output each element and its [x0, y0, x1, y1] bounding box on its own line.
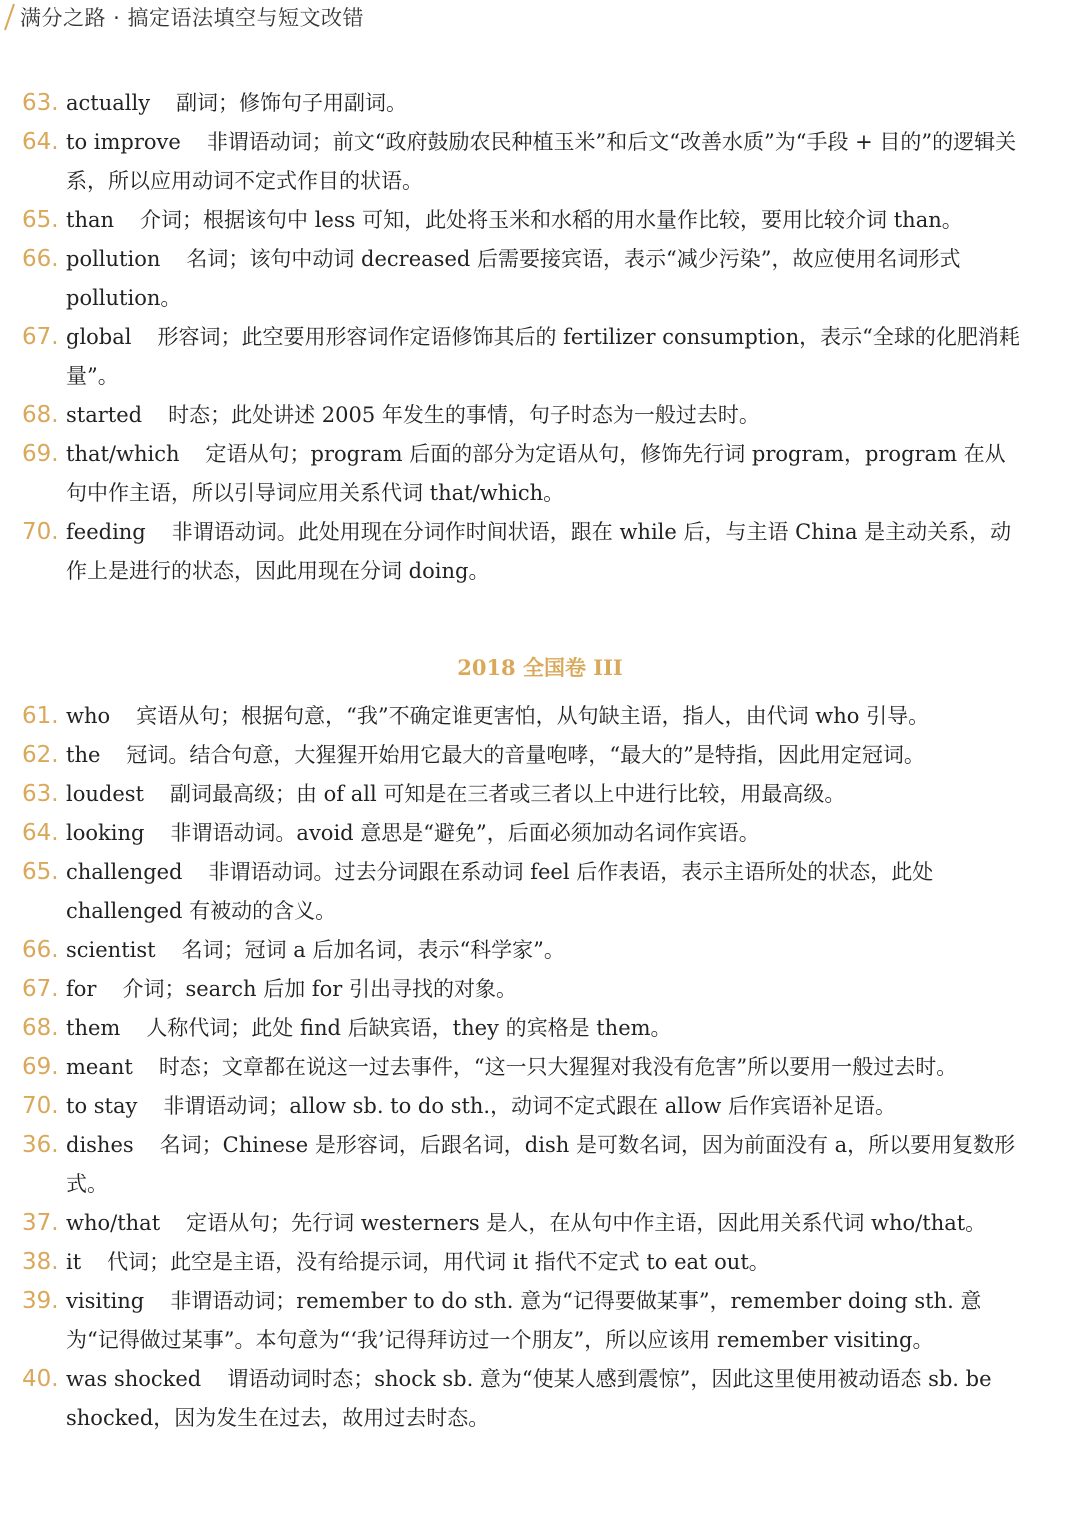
page-header-title: 满分之路 · 搞定语法填空与短文改错: [20, 6, 365, 30]
item-answer: dishes: [66, 1133, 134, 1157]
item-explanation: 谓语动词时态；shock sb. 意为“使某人感到震惊”，因此这里使用被动语态 sb. be shocked，因为发生在过去，故用过去时态。: [66, 1367, 992, 1430]
list-item: [22, 123, 1022, 201]
item-explanation: 非谓语动词；remember to do sth. 意为“记得要做某事”，remember doing sth. 意为“记得做过某事”。本句意为“‘我’记得拜访过一个朋友”，所以应该用 remember visiting。: [66, 1289, 982, 1352]
item-number: 67.: [22, 324, 59, 350]
item-answer: who/that: [66, 1211, 161, 1235]
page-header: [0, 0, 1080, 34]
item-explanation: 宾语从句；根据句意，“我”不确定谁更害怕，从句缺主语，指人，由代词 who 引导。: [136, 704, 930, 728]
item-answer: was shocked: [66, 1367, 202, 1391]
list-item: [22, 435, 1022, 513]
item-number: 62.: [22, 742, 59, 768]
item-answer: to improve: [66, 130, 181, 154]
item-answer: scientist: [66, 938, 156, 962]
list-item: [22, 1126, 1022, 1204]
item-explanation: 人称代词；此处 find 后缺宾语，they 的宾格是 them。: [146, 1016, 672, 1040]
item-answer: it: [66, 1250, 82, 1274]
item-number: 70.: [22, 1093, 59, 1119]
item-explanation: 介词；search 后加 for 引出寻找的对象。: [122, 977, 517, 1001]
list-item: [22, 513, 1022, 591]
item-number: 37.: [22, 1210, 59, 1236]
section-title: 2018 全国卷 III: [457, 655, 623, 680]
item-number: 70.: [22, 519, 59, 545]
item-answer: started: [66, 403, 143, 427]
item-answer: visiting: [66, 1289, 145, 1313]
item-answer: global: [66, 325, 132, 349]
list-item: [22, 775, 1022, 814]
list-item: [22, 201, 1022, 240]
list-item: [22, 1282, 1022, 1360]
item-answer: them: [66, 1016, 121, 1040]
item-explanation: 时态；文章都在说这一过去事件，“这一只大猩猩对我没有危害”所以要用一般过去时。: [158, 1055, 958, 1079]
item-explanation: 非谓语动词；前文“政府鼓励农民种植玉米”和后文“改善水质”为“手段 + 目的”的逻辑关系，所以应用动词不定式作目的状语。: [66, 130, 1017, 193]
item-explanation: 形容词；此空要用形容词作定语修饰其后的 fertilizer consumption，表示“全球的化肥消耗量”。: [66, 325, 1020, 388]
item-answer: that/which: [66, 442, 180, 466]
item-explanation: 非谓语动词。过去分词跟在系动词 feel 后作表语，表示主语所处的状态，此处 challenged 有被动的含义。: [66, 860, 934, 923]
item-number: 38.: [22, 1249, 59, 1275]
item-answer: looking: [66, 821, 145, 845]
item-explanation: 副词；修饰句子用副词。: [176, 91, 408, 115]
item-number: 64.: [22, 820, 59, 846]
list-item: [22, 1009, 1022, 1048]
item-explanation: 定语从句；先行词 westerners 是人，在从句中作主语，因此用关系代词 who/that。: [186, 1211, 987, 1235]
item-explanation: 代词；此空是主语，没有给提示词，用代词 it 指代不定式 to eat out。: [107, 1250, 770, 1274]
list-item: [22, 970, 1022, 1009]
item-answer: for: [66, 977, 97, 1001]
item-explanation: 时态；此处讲述 2005 年发生的事情，句子时态为一般过去时。: [168, 403, 760, 427]
item-number: 69.: [22, 1054, 59, 1080]
item-number: 63.: [22, 781, 59, 807]
answer-list-b: [22, 697, 1022, 1438]
item-number: 68.: [22, 402, 59, 428]
item-answer: loudest: [66, 782, 144, 806]
item-answer: who: [66, 704, 111, 728]
item-number: 66.: [22, 246, 59, 272]
item-explanation: 冠词。结合句意，大猩猩开始用它最大的音量咆哮，“最大的”是特指，因此用定冠词。: [126, 743, 925, 767]
item-explanation: 定语从句；program 后面的部分为定语从句，修饰先行词 program，program 在从句中作主语，所以引导词应用关系代词 that/which。: [66, 442, 1006, 505]
item-answer: meant: [66, 1055, 133, 1079]
list-item: [22, 814, 1022, 853]
item-number: 63.: [22, 90, 59, 116]
item-answer: pollution: [66, 247, 161, 271]
list-item: [22, 1243, 1022, 1282]
item-number: 67.: [22, 976, 59, 1002]
item-answer: to stay: [66, 1094, 138, 1118]
item-number: 69.: [22, 441, 59, 467]
item-answer: challenged: [66, 860, 183, 884]
item-number: 65.: [22, 207, 59, 233]
item-explanation: 介词；根据该句中 less 可知，此处将玉米和水稻的用水量作比较，要用比较介词 than。: [140, 208, 963, 232]
item-number: 64.: [22, 129, 59, 155]
answer-list-a: [22, 84, 1022, 591]
list-item: [22, 931, 1022, 970]
list-item: [22, 697, 1022, 736]
list-item: [22, 1087, 1022, 1126]
list-item: [22, 318, 1022, 396]
list-item: [22, 396, 1022, 435]
list-item: [22, 1360, 1022, 1438]
item-number: 68.: [22, 1015, 59, 1041]
slash-decoration-icon: [2, 2, 16, 32]
item-number: 66.: [22, 937, 59, 963]
list-item: [22, 84, 1022, 123]
list-item: [22, 736, 1022, 775]
list-item: [22, 1048, 1022, 1087]
item-number: 36.: [22, 1132, 59, 1158]
item-number: 65.: [22, 859, 59, 885]
list-item: [22, 240, 1022, 318]
list-item: [22, 853, 1022, 931]
item-number: 39.: [22, 1288, 59, 1314]
list-item: [22, 1204, 1022, 1243]
item-explanation: 副词最高级；由 of all 可知是在三者或三者以上中进行比较，用最高级。: [169, 782, 846, 806]
item-explanation: 非谓语动词。此处用现在分词作时间状语，跟在 while 后，与主语 China 是主动关系，动作上是进行的状态，因此用现在分词 doing。: [66, 520, 1012, 583]
item-explanation: 名词；冠词 a 后加名词，表示“科学家”。: [181, 938, 565, 962]
item-explanation: 非谓语动词；allow sb. to do sth.，动词不定式跟在 allow 后作宾语补足语。: [163, 1094, 897, 1118]
item-answer: actually: [66, 91, 151, 115]
item-number: 61.: [22, 703, 59, 729]
item-explanation: 名词；该句中动词 decreased 后需要接宾语，表示“减少污染”，故应使用名词形式 pollution。: [66, 247, 961, 310]
item-answer: feeding: [66, 520, 146, 544]
item-explanation: 非谓语动词。avoid 意思是“避免”，后面必须加动名词作宾语。: [170, 821, 760, 845]
item-answer: than: [66, 208, 115, 232]
item-number: 40.: [22, 1366, 59, 1392]
item-explanation: 名词；Chinese 是形容词，后跟名词，dish 是可数名词，因为前面没有 a，所以要用复数形式。: [66, 1133, 1016, 1196]
item-answer: the: [66, 743, 101, 767]
